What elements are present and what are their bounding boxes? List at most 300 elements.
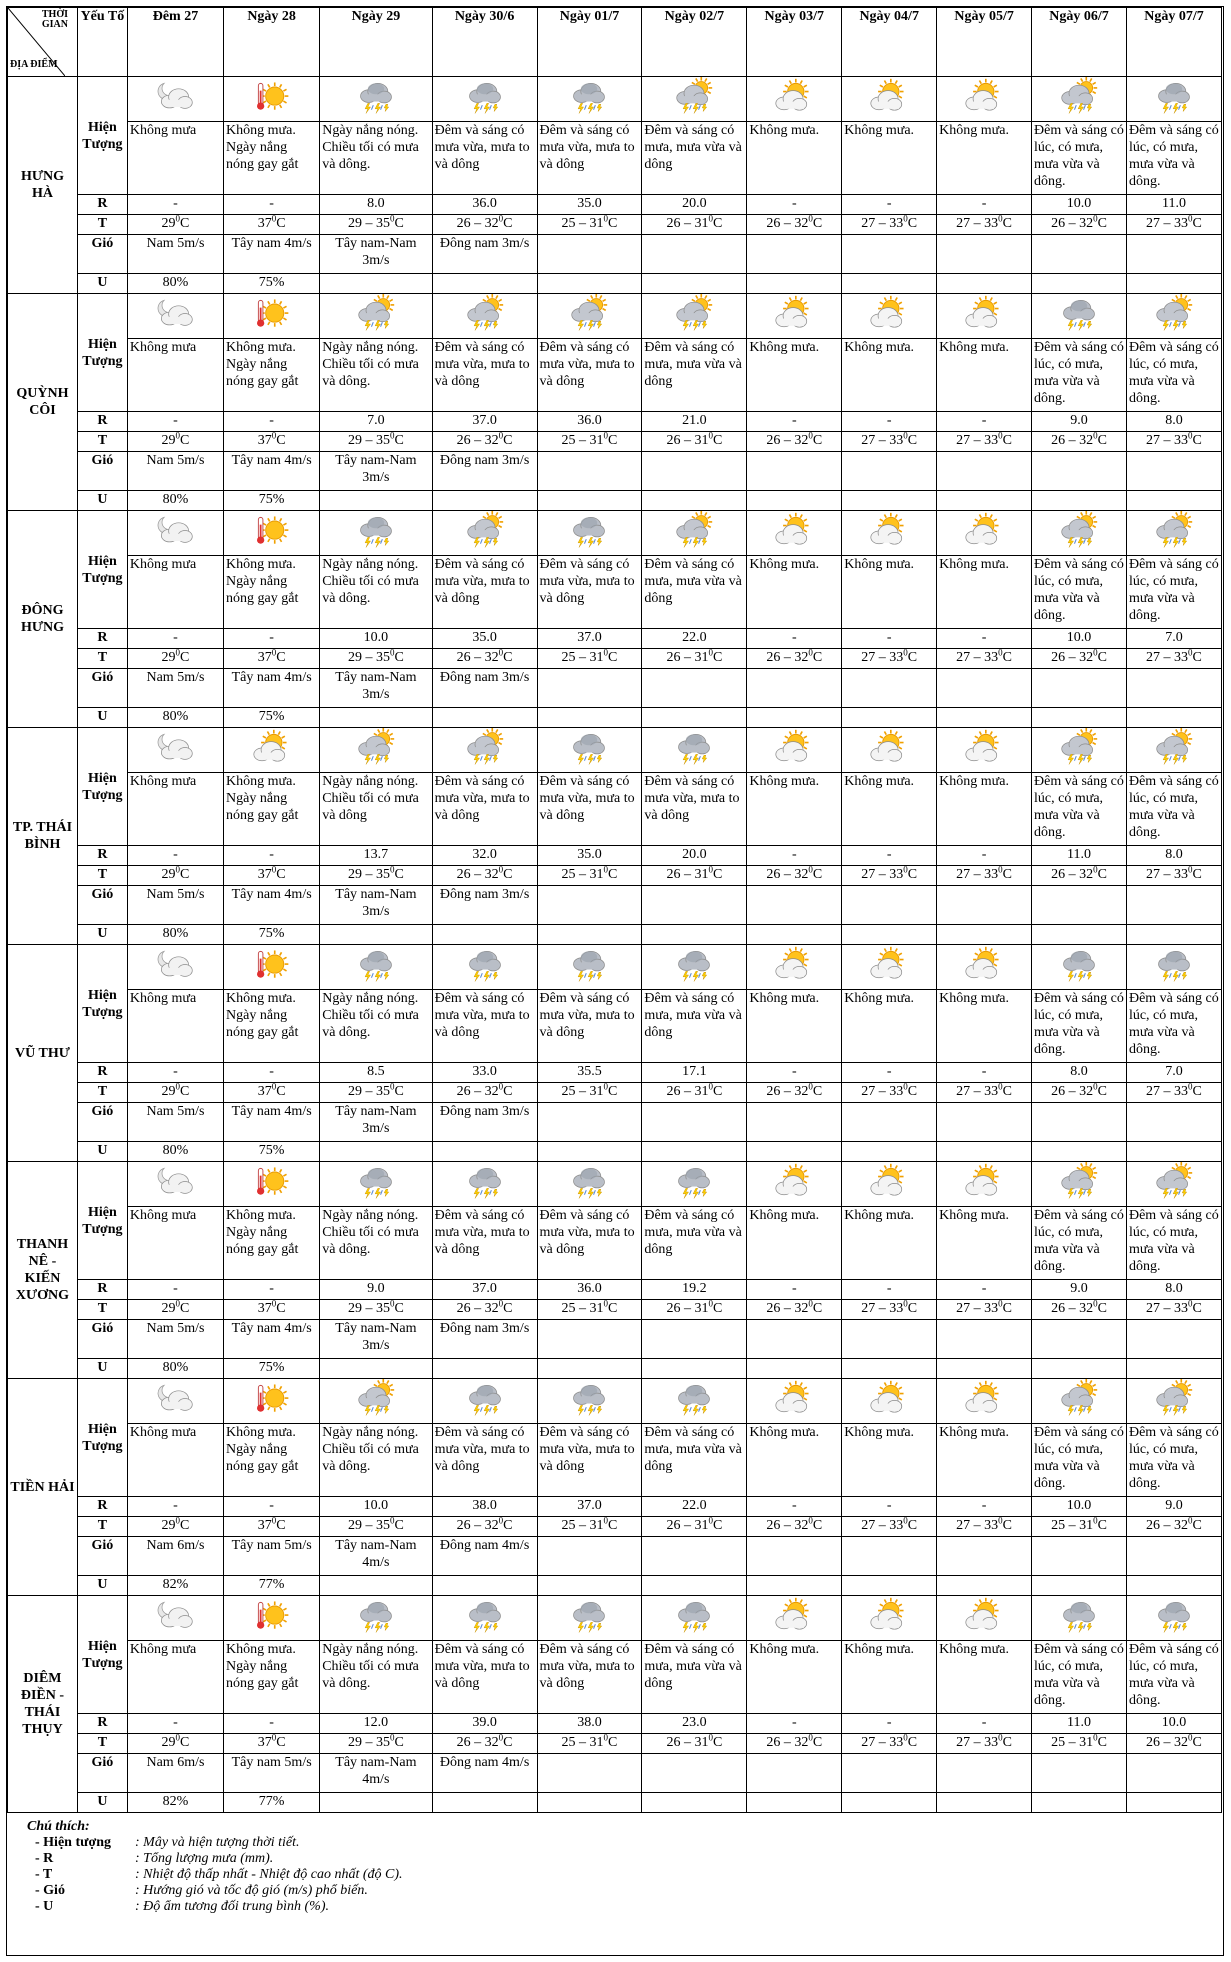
wind-value — [747, 1320, 842, 1359]
icon-cell — [537, 1596, 642, 1641]
icon-cell — [537, 1379, 642, 1424]
phenomenon-text: Ngày nắng nóng. Chiều tối có mưa và dông. — [320, 990, 432, 1063]
temp-value — [937, 866, 1032, 886]
icon-cell — [537, 294, 642, 339]
rain-value: 8.5 — [320, 1063, 432, 1083]
icon-cell — [747, 1379, 842, 1424]
humidity-value — [747, 491, 842, 511]
factor-humidity: U — [77, 274, 127, 294]
wind-value — [642, 235, 747, 274]
temp-unit: $^0$C — [1093, 1516, 1107, 1533]
temp-range: 26 – 32 — [1051, 433, 1094, 448]
factor-phenomenon: Hiện Tượng — [77, 511, 127, 629]
phenomenon-text: Không mưa. — [747, 1424, 842, 1497]
night-cloud-icon — [155, 740, 195, 755]
phenomenon-text: Không mưa. — [937, 773, 1032, 846]
wind-value — [537, 1537, 642, 1576]
phenomenon-text: Đêm và sáng có mưa, mưa vừa và dông — [642, 1424, 747, 1497]
rain-value: - — [937, 412, 1032, 432]
temp-range: 29 — [161, 650, 176, 665]
temp-range: 29 – 35 — [347, 1518, 390, 1533]
rain-value: - — [842, 629, 937, 649]
icon-row — [8, 1596, 1222, 1641]
temp-unit: $^0$C — [603, 1516, 618, 1533]
sun-cloud-icon — [774, 740, 814, 755]
temp-range: 29 — [161, 1735, 176, 1750]
temp-value — [537, 432, 642, 452]
phenomenon-text: Không mưa. Ngày nắng nóng gay gắt — [224, 773, 320, 846]
temp-unit: $^0$C — [498, 214, 513, 231]
rain-value: 17.1 — [642, 1063, 747, 1083]
factor-rain: R — [77, 1714, 127, 1734]
thunderstorm-sun-icon — [674, 523, 714, 538]
rain-value: 13.7 — [320, 846, 432, 866]
temp-unit: $^0$C — [175, 1733, 190, 1750]
thunderstorm-icon — [1154, 1608, 1194, 1623]
phenomenon-text: Đêm và sáng có mưa vừa, mưa to và dông — [537, 990, 642, 1063]
phenomenon-text: Đêm và sáng có mưa, mưa vừa và dông — [642, 122, 747, 195]
temp-range: 26 – 32 — [1051, 867, 1094, 882]
temp-row — [8, 866, 1222, 886]
temp-value — [432, 649, 537, 669]
wind-value: Đông nam 3m/s — [432, 1103, 537, 1142]
thunderstorm-icon — [1059, 957, 1099, 972]
temp-range: 26 – 32 — [456, 433, 499, 448]
icon-row — [8, 1162, 1222, 1207]
rain-value: 36.0 — [537, 412, 642, 432]
icon-cell — [1032, 77, 1127, 122]
icon-cell — [937, 728, 1032, 773]
wind-value: Đông nam 3m/s — [432, 669, 537, 708]
temp-value — [747, 432, 842, 452]
humidity-value: 75% — [224, 1359, 320, 1379]
wind-value: Tây nam-Nam 3m/s — [320, 235, 432, 274]
humidity-value: 75% — [224, 491, 320, 511]
factor-phenomenon: Hiện Tượng — [77, 77, 127, 195]
thunderstorm-sun-icon — [356, 306, 396, 321]
humidity-value — [320, 1359, 432, 1379]
legend-key: - Gió — [35, 1883, 65, 1898]
temp-unit: $^0$C — [271, 1082, 286, 1099]
icon-cell — [642, 1162, 747, 1207]
temp-range: 26 – 32 — [766, 1084, 809, 1099]
temp-unit: $^0$C — [1188, 1733, 1202, 1750]
temp-unit: $^0$C — [808, 1082, 823, 1099]
night-cloud-icon — [155, 1174, 195, 1189]
icon-cell — [1126, 1596, 1221, 1641]
phenomenon-row — [8, 1641, 1222, 1714]
phenomenon-text: Đêm và sáng có lúc, có mưa, mưa vừa và dông. — [1032, 339, 1127, 412]
phenomenon-text: Đêm và sáng có mưa vừa, mưa to và dông — [537, 773, 642, 846]
wind-value: Đông nam 4m/s — [432, 1754, 537, 1793]
temp-unit: $^0$C — [498, 1082, 513, 1099]
temp-value — [1032, 1300, 1127, 1320]
location-name: ĐÔNG HƯNG — [8, 511, 78, 728]
temp-range: 27 – 33 — [956, 1084, 999, 1099]
icon-cell — [224, 511, 320, 556]
humidity-value — [937, 274, 1032, 294]
rain-value: - — [224, 629, 320, 649]
phenomenon-text: Đêm và sáng có lúc, có mưa, mưa vừa và dông. — [1032, 1641, 1127, 1714]
factor-wind: Gió — [77, 669, 127, 708]
humidity-value — [642, 274, 747, 294]
day-header: Ngày 28 — [224, 8, 320, 77]
wind-value — [537, 1754, 642, 1793]
sun-cloud-icon — [964, 89, 1004, 104]
thunderstorm-sun-icon — [1154, 740, 1194, 755]
temp-range: 27 – 33 — [861, 1735, 904, 1750]
wind-value — [937, 1320, 1032, 1359]
factor-phenomenon: Hiện Tượng — [77, 1379, 127, 1497]
icon-cell — [842, 1596, 937, 1641]
phenomenon-text: Đêm và sáng có mưa vừa, mưa to và dông — [432, 990, 537, 1063]
wind-value — [642, 1537, 747, 1576]
icon-cell — [642, 511, 747, 556]
humidity-value — [537, 491, 642, 511]
humidity-row — [8, 274, 1222, 294]
temp-value — [642, 1517, 747, 1537]
temp-unit: $^0$C — [1188, 865, 1202, 882]
icon-cell — [937, 511, 1032, 556]
temp-unit: $^0$C — [808, 1299, 823, 1316]
icon-cell — [842, 511, 937, 556]
temp-range: 25 – 31 — [561, 1301, 604, 1316]
factor-header: Yếu Tố — [77, 8, 127, 77]
temp-range: 26 – 32 — [1051, 1301, 1094, 1316]
temp-unit: $^0$C — [389, 865, 404, 882]
wind-value: Nam 5m/s — [127, 1103, 223, 1142]
temp-value — [1032, 1734, 1127, 1754]
rain-value: - — [127, 1714, 223, 1734]
temp-unit: $^0$C — [998, 214, 1013, 231]
temp-value — [320, 215, 432, 235]
temp-value — [842, 215, 937, 235]
day-header: Ngày 02/7 — [642, 8, 747, 77]
humidity-value — [1126, 1576, 1221, 1596]
location-name: DIÊM ĐIỀN - THÁI THỤY — [8, 1596, 78, 1813]
phenomenon-text: Không mưa. — [937, 339, 1032, 412]
humidity-value — [642, 925, 747, 945]
rain-value: - — [224, 195, 320, 215]
hot-sun-icon — [252, 306, 292, 321]
wind-row — [8, 669, 1222, 708]
wind-value: Tây nam-Nam 3m/s — [320, 452, 432, 491]
temp-value — [842, 866, 937, 886]
temp-unit: $^0$C — [498, 648, 513, 665]
wind-value: Nam 5m/s — [127, 669, 223, 708]
phenomenon-text: Đêm và sáng có lúc, có mưa, mưa vừa và dông. — [1032, 122, 1127, 195]
legend-item — [27, 1851, 1223, 1867]
header-row — [8, 8, 1222, 77]
wind-value — [842, 1320, 937, 1359]
phenomenon-text: Không mưa. — [937, 990, 1032, 1063]
wind-value — [1032, 669, 1127, 708]
wind-value: Nam 5m/s — [127, 886, 223, 925]
icon-cell — [1126, 1162, 1221, 1207]
thunderstorm-icon — [569, 89, 609, 104]
temp-unit: $^0$C — [389, 1733, 404, 1750]
icon-cell — [1032, 1379, 1127, 1424]
night-cloud-icon — [155, 306, 195, 321]
temp-range: 26 – 31 — [666, 650, 709, 665]
temp-range: 26 – 32 — [1051, 1084, 1094, 1099]
phenomenon-row — [8, 556, 1222, 629]
wind-value — [642, 886, 747, 925]
temp-value — [642, 1083, 747, 1103]
humidity-row — [8, 1793, 1222, 1813]
factor-temp: T — [77, 432, 127, 452]
phenomenon-text: Không mưa. Ngày nắng nóng gay gắt — [224, 1424, 320, 1497]
temp-value — [432, 215, 537, 235]
humidity-value: 82% — [127, 1576, 223, 1596]
rain-value: 10.0 — [320, 629, 432, 649]
phenomenon-text: Đêm và sáng có mưa, mưa vừa và dông — [642, 1207, 747, 1280]
humidity-value: 75% — [224, 708, 320, 728]
temp-range: 29 – 35 — [347, 216, 390, 231]
phenomenon-text: Đêm và sáng có mưa, mưa vừa và dông — [642, 990, 747, 1063]
factor-rain: R — [77, 846, 127, 866]
sun-cloud-icon — [964, 740, 1004, 755]
legend-key: - U — [35, 1899, 54, 1914]
icon-cell — [537, 728, 642, 773]
temp-value — [537, 1734, 642, 1754]
factor-phenomenon: Hiện Tượng — [77, 1596, 127, 1714]
phenomenon-text: Ngày nắng nóng. Chiều tối có mưa và dông. — [320, 1207, 432, 1280]
wind-value — [537, 1320, 642, 1359]
temp-range: 37 — [257, 1084, 272, 1099]
rain-value: - — [747, 1497, 842, 1517]
icon-cell — [842, 945, 937, 990]
humidity-value — [432, 708, 537, 728]
icon-cell — [1032, 294, 1127, 339]
icon-cell — [842, 1162, 937, 1207]
phenomenon-text: Đêm và sáng có lúc, có mưa, mưa vừa và dông. — [1032, 556, 1127, 629]
humidity-value — [537, 1576, 642, 1596]
wind-value — [642, 1103, 747, 1142]
temp-row — [8, 1083, 1222, 1103]
temp-unit: $^0$C — [389, 648, 404, 665]
temp-range: 37 — [257, 1518, 272, 1533]
humidity-value — [747, 274, 842, 294]
phenomenon-text: Không mưa. — [747, 122, 842, 195]
temp-range: 27 – 33 — [1146, 1084, 1189, 1099]
wind-value — [1032, 1320, 1127, 1359]
humidity-value — [747, 1142, 842, 1162]
night-cloud-icon — [155, 957, 195, 972]
phenomenon-text: Không mưa — [127, 122, 223, 195]
rain-value: - — [224, 412, 320, 432]
wind-value — [842, 1103, 937, 1142]
temp-unit: $^0$C — [903, 865, 918, 882]
thunderstorm-icon — [356, 957, 396, 972]
humidity-value — [432, 491, 537, 511]
temp-unit: $^0$C — [1188, 431, 1202, 448]
phenomenon-text: Đêm và sáng có mưa vừa, mưa to và dông — [432, 339, 537, 412]
location-name: VŨ THƯ — [8, 945, 78, 1162]
icon-cell — [842, 728, 937, 773]
temp-value — [320, 1300, 432, 1320]
humidity-value — [1032, 274, 1127, 294]
temp-value — [432, 432, 537, 452]
humidity-value — [432, 925, 537, 945]
day-header: Đêm 27 — [127, 8, 223, 77]
humidity-row — [8, 1576, 1222, 1596]
icon-cell — [320, 1596, 432, 1641]
factor-wind: Gió — [77, 452, 127, 491]
phenomenon-text: Ngày nắng nóng. Chiều tối có mưa và dông. — [320, 1424, 432, 1497]
icon-cell — [937, 1162, 1032, 1207]
factor-wind: Gió — [77, 235, 127, 274]
wind-value: Nam 5m/s — [127, 1320, 223, 1359]
phenomenon-text: Không mưa. — [842, 122, 937, 195]
phenomenon-text: Đêm và sáng có mưa vừa, mưa to và dông — [537, 339, 642, 412]
icon-cell — [537, 945, 642, 990]
icon-cell — [320, 294, 432, 339]
phenomenon-text: Đêm và sáng có lúc, có mưa, mưa vừa và dông. — [1126, 773, 1221, 846]
humidity-value — [937, 1793, 1032, 1813]
rain-value: 19.2 — [642, 1280, 747, 1300]
icon-cell — [224, 294, 320, 339]
rain-row — [8, 1063, 1222, 1083]
wind-value — [747, 886, 842, 925]
thunderstorm-icon — [674, 957, 714, 972]
temp-unit: $^0$C — [808, 214, 823, 231]
icon-cell — [642, 1379, 747, 1424]
phenomenon-text: Đêm và sáng có mưa vừa, mưa to và dông — [432, 1641, 537, 1714]
temp-range: 29 – 35 — [347, 867, 390, 882]
temp-unit: $^0$C — [498, 431, 513, 448]
temp-unit: $^0$C — [1093, 1733, 1107, 1750]
phenomenon-text: Không mưa — [127, 1641, 223, 1714]
icon-cell — [642, 77, 747, 122]
thunderstorm-sun-icon — [1154, 1174, 1194, 1189]
thunderstorm-sun-icon — [1059, 1174, 1099, 1189]
rain-value: 9.0 — [1032, 412, 1127, 432]
rain-row — [8, 195, 1222, 215]
rain-value: 39.0 — [432, 1714, 537, 1734]
rain-value: 22.0 — [642, 629, 747, 649]
phenomenon-text: Không mưa. Ngày nắng nóng gay gắt — [224, 1641, 320, 1714]
humidity-value — [1032, 491, 1127, 511]
temp-unit: $^0$C — [998, 865, 1013, 882]
thunderstorm-icon — [465, 1608, 505, 1623]
sun-cloud-icon — [964, 1174, 1004, 1189]
temp-unit: $^0$C — [708, 1516, 723, 1533]
temp-range: 29 – 35 — [347, 650, 390, 665]
factor-wind: Gió — [77, 1320, 127, 1359]
rain-value: 37.0 — [432, 412, 537, 432]
wind-value — [1126, 669, 1221, 708]
wind-value: Tây nam-Nam 4m/s — [320, 1537, 432, 1576]
temp-range: 26 – 31 — [666, 1735, 709, 1750]
wind-value — [842, 1537, 937, 1576]
wind-value — [1126, 1537, 1221, 1576]
temp-value — [432, 866, 537, 886]
phenomenon-text: Không mưa. Ngày nắng nóng gay gắt — [224, 990, 320, 1063]
temp-unit: $^0$C — [1188, 1082, 1202, 1099]
temp-value — [537, 215, 642, 235]
rain-value: 8.0 — [1032, 1063, 1127, 1083]
sun-cloud-icon — [869, 740, 909, 755]
rain-value: 35.0 — [537, 195, 642, 215]
humidity-value — [842, 925, 937, 945]
rain-value: - — [747, 1063, 842, 1083]
icon-cell — [224, 728, 320, 773]
rain-value: 9.0 — [1032, 1280, 1127, 1300]
thunderstorm-sun-icon — [1154, 523, 1194, 538]
temp-range: 27 – 33 — [861, 1301, 904, 1316]
rain-value: 22.0 — [642, 1497, 747, 1517]
rain-value: - — [842, 1497, 937, 1517]
temp-value — [1126, 1734, 1221, 1754]
rain-value: 8.0 — [1126, 1280, 1221, 1300]
rain-value: - — [842, 1063, 937, 1083]
corner-time-label: THỜI GIAN — [41, 9, 68, 30]
wind-value — [537, 452, 642, 491]
temp-unit: $^0$C — [808, 1516, 823, 1533]
rain-value: - — [127, 412, 223, 432]
icon-cell — [747, 77, 842, 122]
phenomenon-text: Không mưa — [127, 339, 223, 412]
thunderstorm-icon — [674, 1391, 714, 1406]
wind-value: Tây nam 4m/s — [224, 452, 320, 491]
wind-value — [1126, 1754, 1221, 1793]
temp-range: 26 – 31 — [666, 1301, 709, 1316]
temp-range: 25 – 31 — [1051, 1735, 1094, 1750]
rain-value: 10.0 — [1126, 1714, 1221, 1734]
humidity-value — [1126, 1359, 1221, 1379]
humidity-value — [937, 1576, 1032, 1596]
sun-cloud-icon — [964, 1391, 1004, 1406]
temp-value — [1032, 1517, 1127, 1537]
forecast-sheet — [6, 6, 1224, 1956]
temp-value — [224, 866, 320, 886]
rain-row — [8, 629, 1222, 649]
temp-range: 26 – 32 — [456, 1301, 499, 1316]
temp-unit: $^0$C — [903, 648, 918, 665]
humidity-value — [320, 1142, 432, 1162]
temp-unit: $^0$C — [903, 1299, 918, 1316]
rain-value: 10.0 — [1032, 195, 1127, 215]
temp-range: 27 – 33 — [956, 433, 999, 448]
humidity-value — [1126, 1793, 1221, 1813]
wind-value — [1032, 1754, 1127, 1793]
icon-cell — [432, 294, 537, 339]
icon-row — [8, 77, 1222, 122]
legend-item — [27, 1899, 1223, 1915]
factor-wind: Gió — [77, 1103, 127, 1142]
temp-value — [747, 215, 842, 235]
thunderstorm-sun-icon — [1059, 89, 1099, 104]
phenomenon-text: Không mưa. — [747, 1207, 842, 1280]
temp-row — [8, 432, 1222, 452]
rain-value: 8.0 — [320, 195, 432, 215]
temp-range: 26 – 32 — [766, 867, 809, 882]
sun-cloud-icon — [964, 1608, 1004, 1623]
temp-unit: $^0$C — [175, 1299, 190, 1316]
temp-value — [432, 1734, 537, 1754]
rain-value: - — [127, 629, 223, 649]
humidity-value: 80% — [127, 708, 223, 728]
temp-value — [842, 1083, 937, 1103]
humidity-value — [642, 1142, 747, 1162]
temp-row — [8, 1734, 1222, 1754]
icon-cell — [747, 728, 842, 773]
phenomenon-text: Không mưa. — [842, 339, 937, 412]
temp-unit: $^0$C — [1188, 648, 1202, 665]
rain-value: - — [127, 1063, 223, 1083]
rain-value: - — [127, 1280, 223, 1300]
